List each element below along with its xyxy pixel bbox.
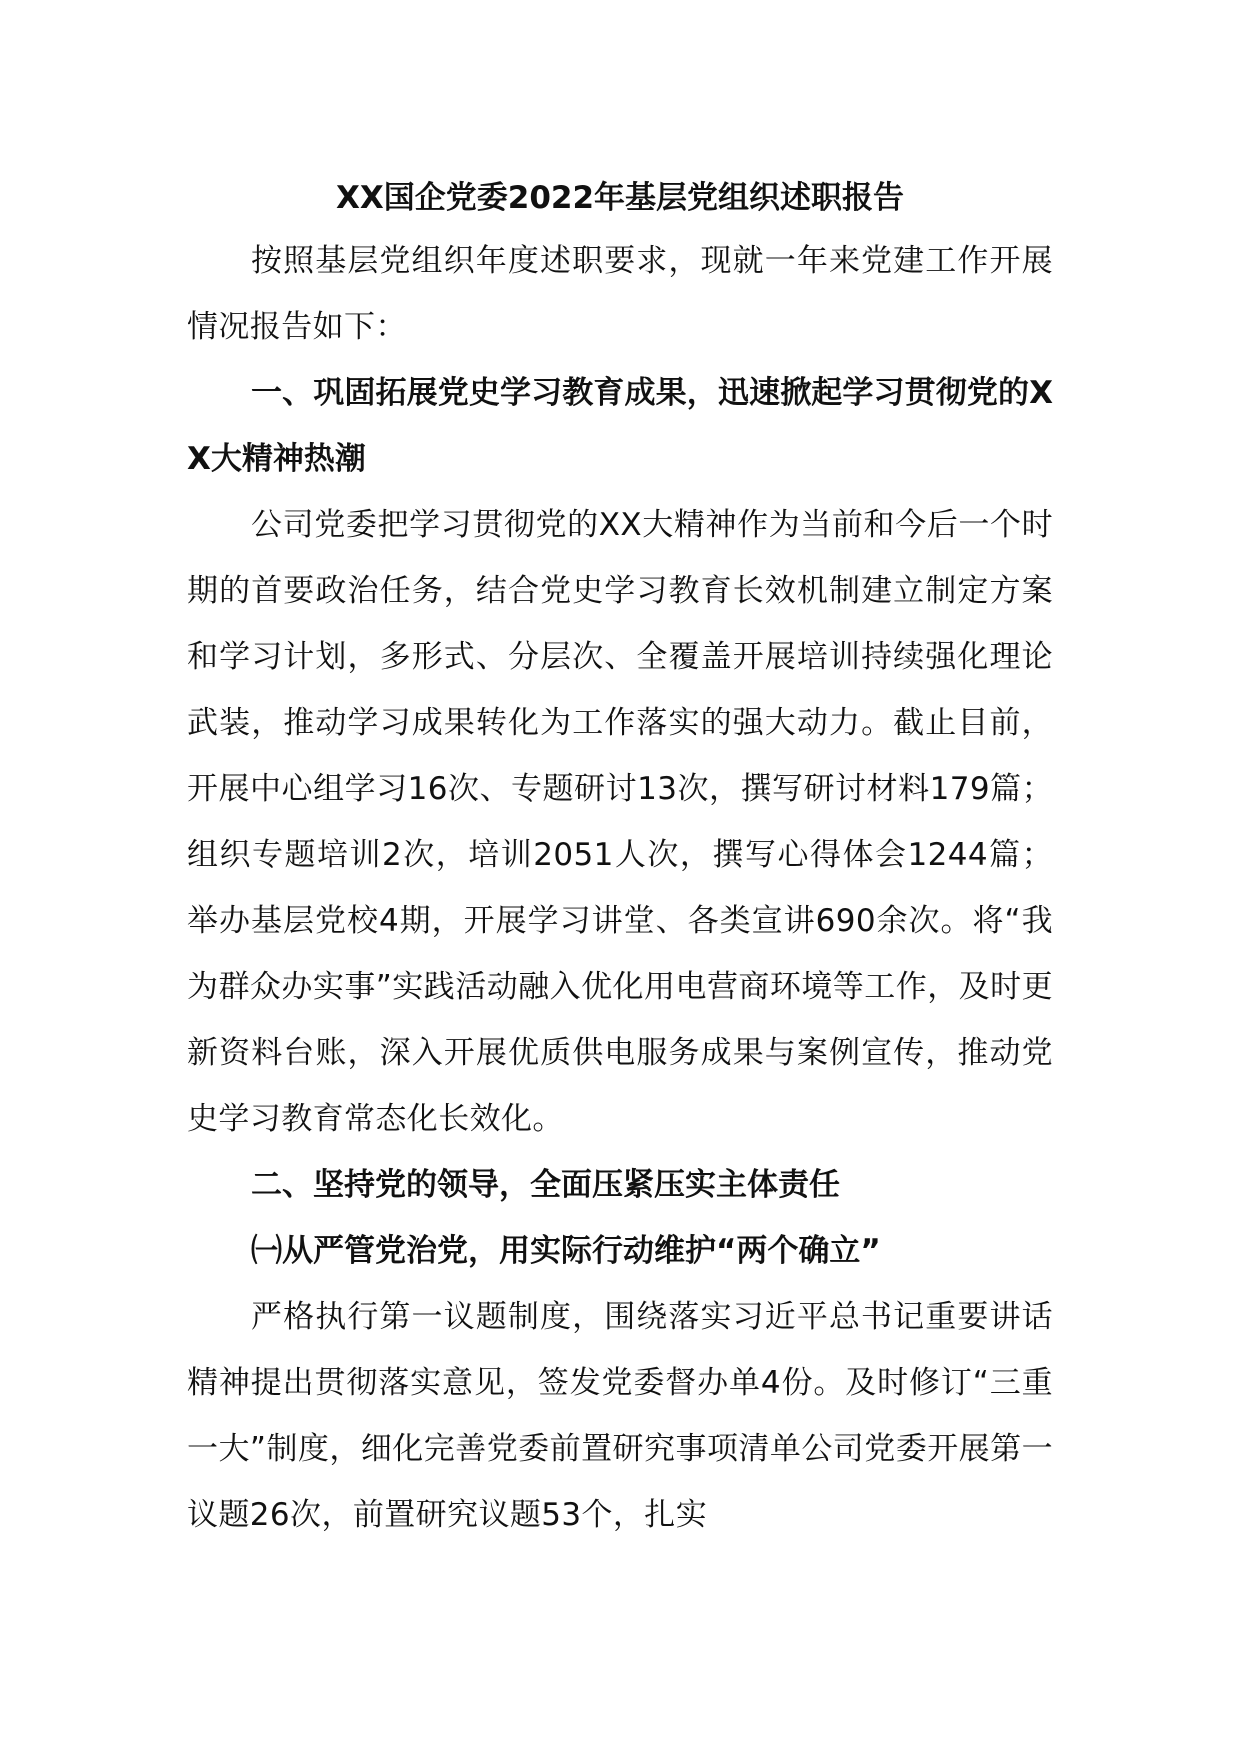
document-title: XX国企党委2022年基层党组织述职报告 bbox=[335, 180, 905, 216]
section1-heading: 一、巩固拓展党史学习教育成果，迅速掀起学习贯彻党的XX大精神热潮 bbox=[187, 375, 1053, 477]
section2-subheading: ㈠从严管党治党，用实际行动维护“两个确立” bbox=[251, 1233, 881, 1269]
intro-paragraph: 按照基层党组织年度述职要求，现就一年来党建工作开展情况报告如下： bbox=[187, 243, 1053, 345]
document-content bbox=[187, 168, 1053, 1548]
section2-body: 严格执行第一议题制度，围绕落实习近平总书记重要讲话精神提出贯彻落实意见，签发党委督办单4份。及时修订“三重一大”制度，细化完善党委前置研究事项清单公司党委开展第一议题26次，前置研究议题53个，扎实 bbox=[187, 1299, 1053, 1533]
section1-body: 公司党委把学习贯彻党的XX大精神作为当前和今后一个时期的首要政治任务，结合党史学习教育长效机制建立制定方案和学习计划，多形式、分层次、全覆盖开展培训持续强化理论武装，推动学习成果转化为工作落实的强大动力。截止目前，开展中心组学习16次、专题研讨13次，撰写研讨材料179篇；组织专题培训2次，培训2051人次，撰写心得体会1244篇；举办基层党校4期，开展学习讲堂、各类宣讲690余次。将“我为群众办实事”实践活动融入优化用电营商环境等工作，及时更新资料台账，深入开展优质供电服务成果与案例宣传，推动党史学习教育常态化长效化。 bbox=[187, 507, 1053, 1137]
section2-heading: 二、坚持党的领导，全面压紧压实主体责任 bbox=[251, 1167, 840, 1203]
